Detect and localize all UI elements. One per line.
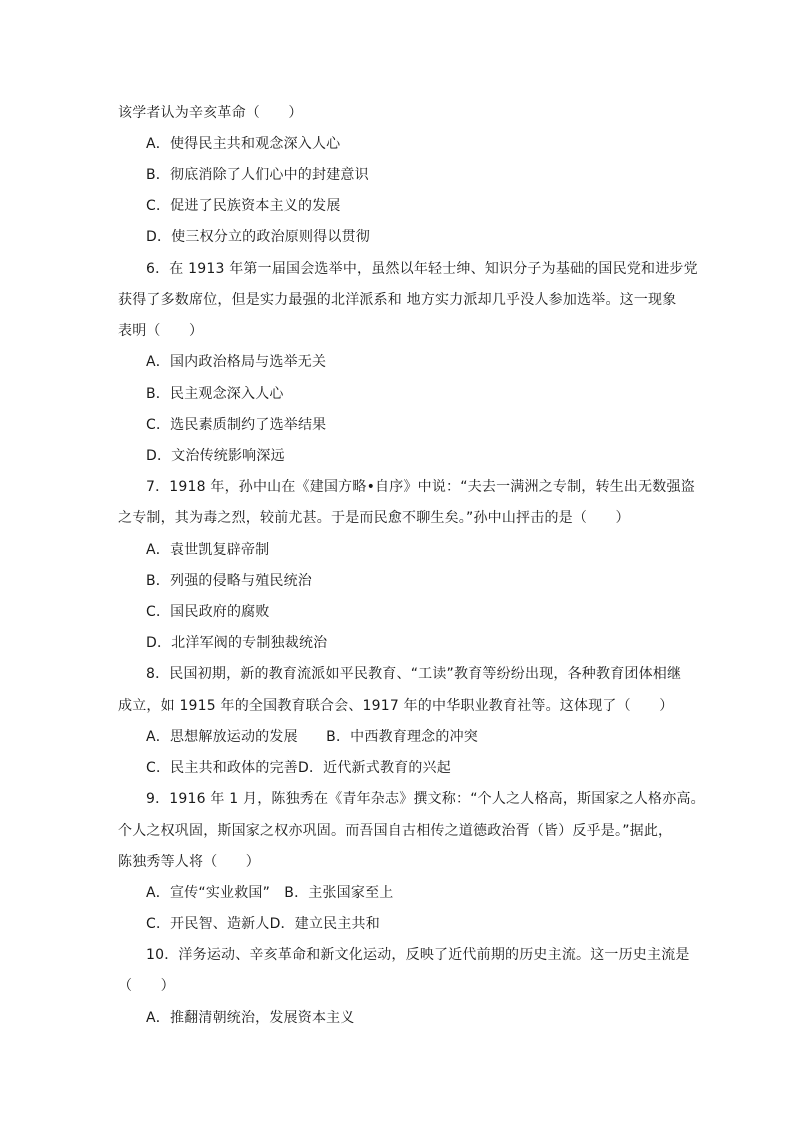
q6-option-d: D．文治传统影响深远 xyxy=(146,448,285,464)
q7-stem-line-2: 之专制，其为毒之烈，较前尤甚。于是而民愈不聊生矣。”孙中山抨击的是（ ） xyxy=(118,510,630,526)
q7-stem-line-1: 7．1918 年，孙中山在《建国方略•自序》中说：“夫去一满洲之专制，转生出无数强盗 xyxy=(146,479,695,495)
q6-option-a: A．国内政治格局与选举无关 xyxy=(146,354,327,370)
q9-stem-line-1: 9．1916 年 1 月，陈独秀在《青年杂志》撰文称：“个人之人格高，斯国家之人格亦高。 xyxy=(146,791,705,807)
q5-option-d: D．使三权分立的政治原则得以贯彻 xyxy=(146,229,370,245)
q8-options-ab: A．思想解放运动的发展 B．中西教育理念的冲突 xyxy=(146,729,478,745)
q9-stem-line-2: 个人之权巩固，斯国家之权亦巩固。而吾国自古相传之道德政治胥（皆）反乎是。”据此， xyxy=(118,823,673,839)
q5-stem-tail: 该学者认为辛亥革命（ ） xyxy=(118,105,303,121)
q6-stem-line-2: 获得了多数席位，但是实力最强的北洋派系和 地方实力派却几乎没人参加选举。这一现象 xyxy=(118,292,677,308)
q10-stem-line-2: （ ） xyxy=(118,978,175,994)
q8-stem-line-1: 8．民国初期，新的教育流派如平民教育、“工读”教育等纷纷出现，各种教育团体相继 xyxy=(146,666,682,682)
q9-options-ab: A．宣传“实业救国” B．主张国家至上 xyxy=(146,885,394,901)
q9-options-cd: C．开民智、造新人D．建立民主共和 xyxy=(146,916,380,932)
q10-option-a: A．推翻清朝统治，发展资本主义 xyxy=(146,1010,355,1026)
q6-option-c: C．选民素质制约了选举结果 xyxy=(146,417,327,433)
q7-option-b: B．列强的侵略与殖民统治 xyxy=(146,573,313,589)
q7-option-d: D．北洋军阀的专制独裁统治 xyxy=(146,635,328,651)
q10-stem-line-1: 10．洋务运动、辛亥革命和新文化运动，反映了近代前期的历史主流。这一历史主流是 xyxy=(146,947,690,963)
q9-stem-line-3: 陈独秀等人将（ ） xyxy=(118,854,260,870)
q6-stem-line-1: 6．在 1913 年第一届国会选举中，虽然以年轻士绅、知识分子为基础的国民党和进步党 xyxy=(146,261,698,277)
q6-option-b: B．民主观念深入人心 xyxy=(146,386,284,402)
q6-stem-line-3: 表明（ ） xyxy=(118,323,204,339)
q5-option-a: A．使得民主共和观念深入人心 xyxy=(146,136,341,152)
q7-option-a: A．袁世凯复辟帝制 xyxy=(146,542,270,558)
q5-option-c: C．促进了民族资本主义的发展 xyxy=(146,198,341,214)
q8-stem-line-2: 成立，如 1915 年的全国教育联合会、1917 年的中华职业教育社等。这体现了（ ） xyxy=(118,698,674,714)
q5-option-b: B．彻底消除了人们心中的封建意识 xyxy=(146,167,369,183)
q8-options-cd: C．民主共和政体的完善D．近代新式教育的兴起 xyxy=(146,760,451,776)
q7-option-c: C．国民政府的腐败 xyxy=(146,604,270,620)
